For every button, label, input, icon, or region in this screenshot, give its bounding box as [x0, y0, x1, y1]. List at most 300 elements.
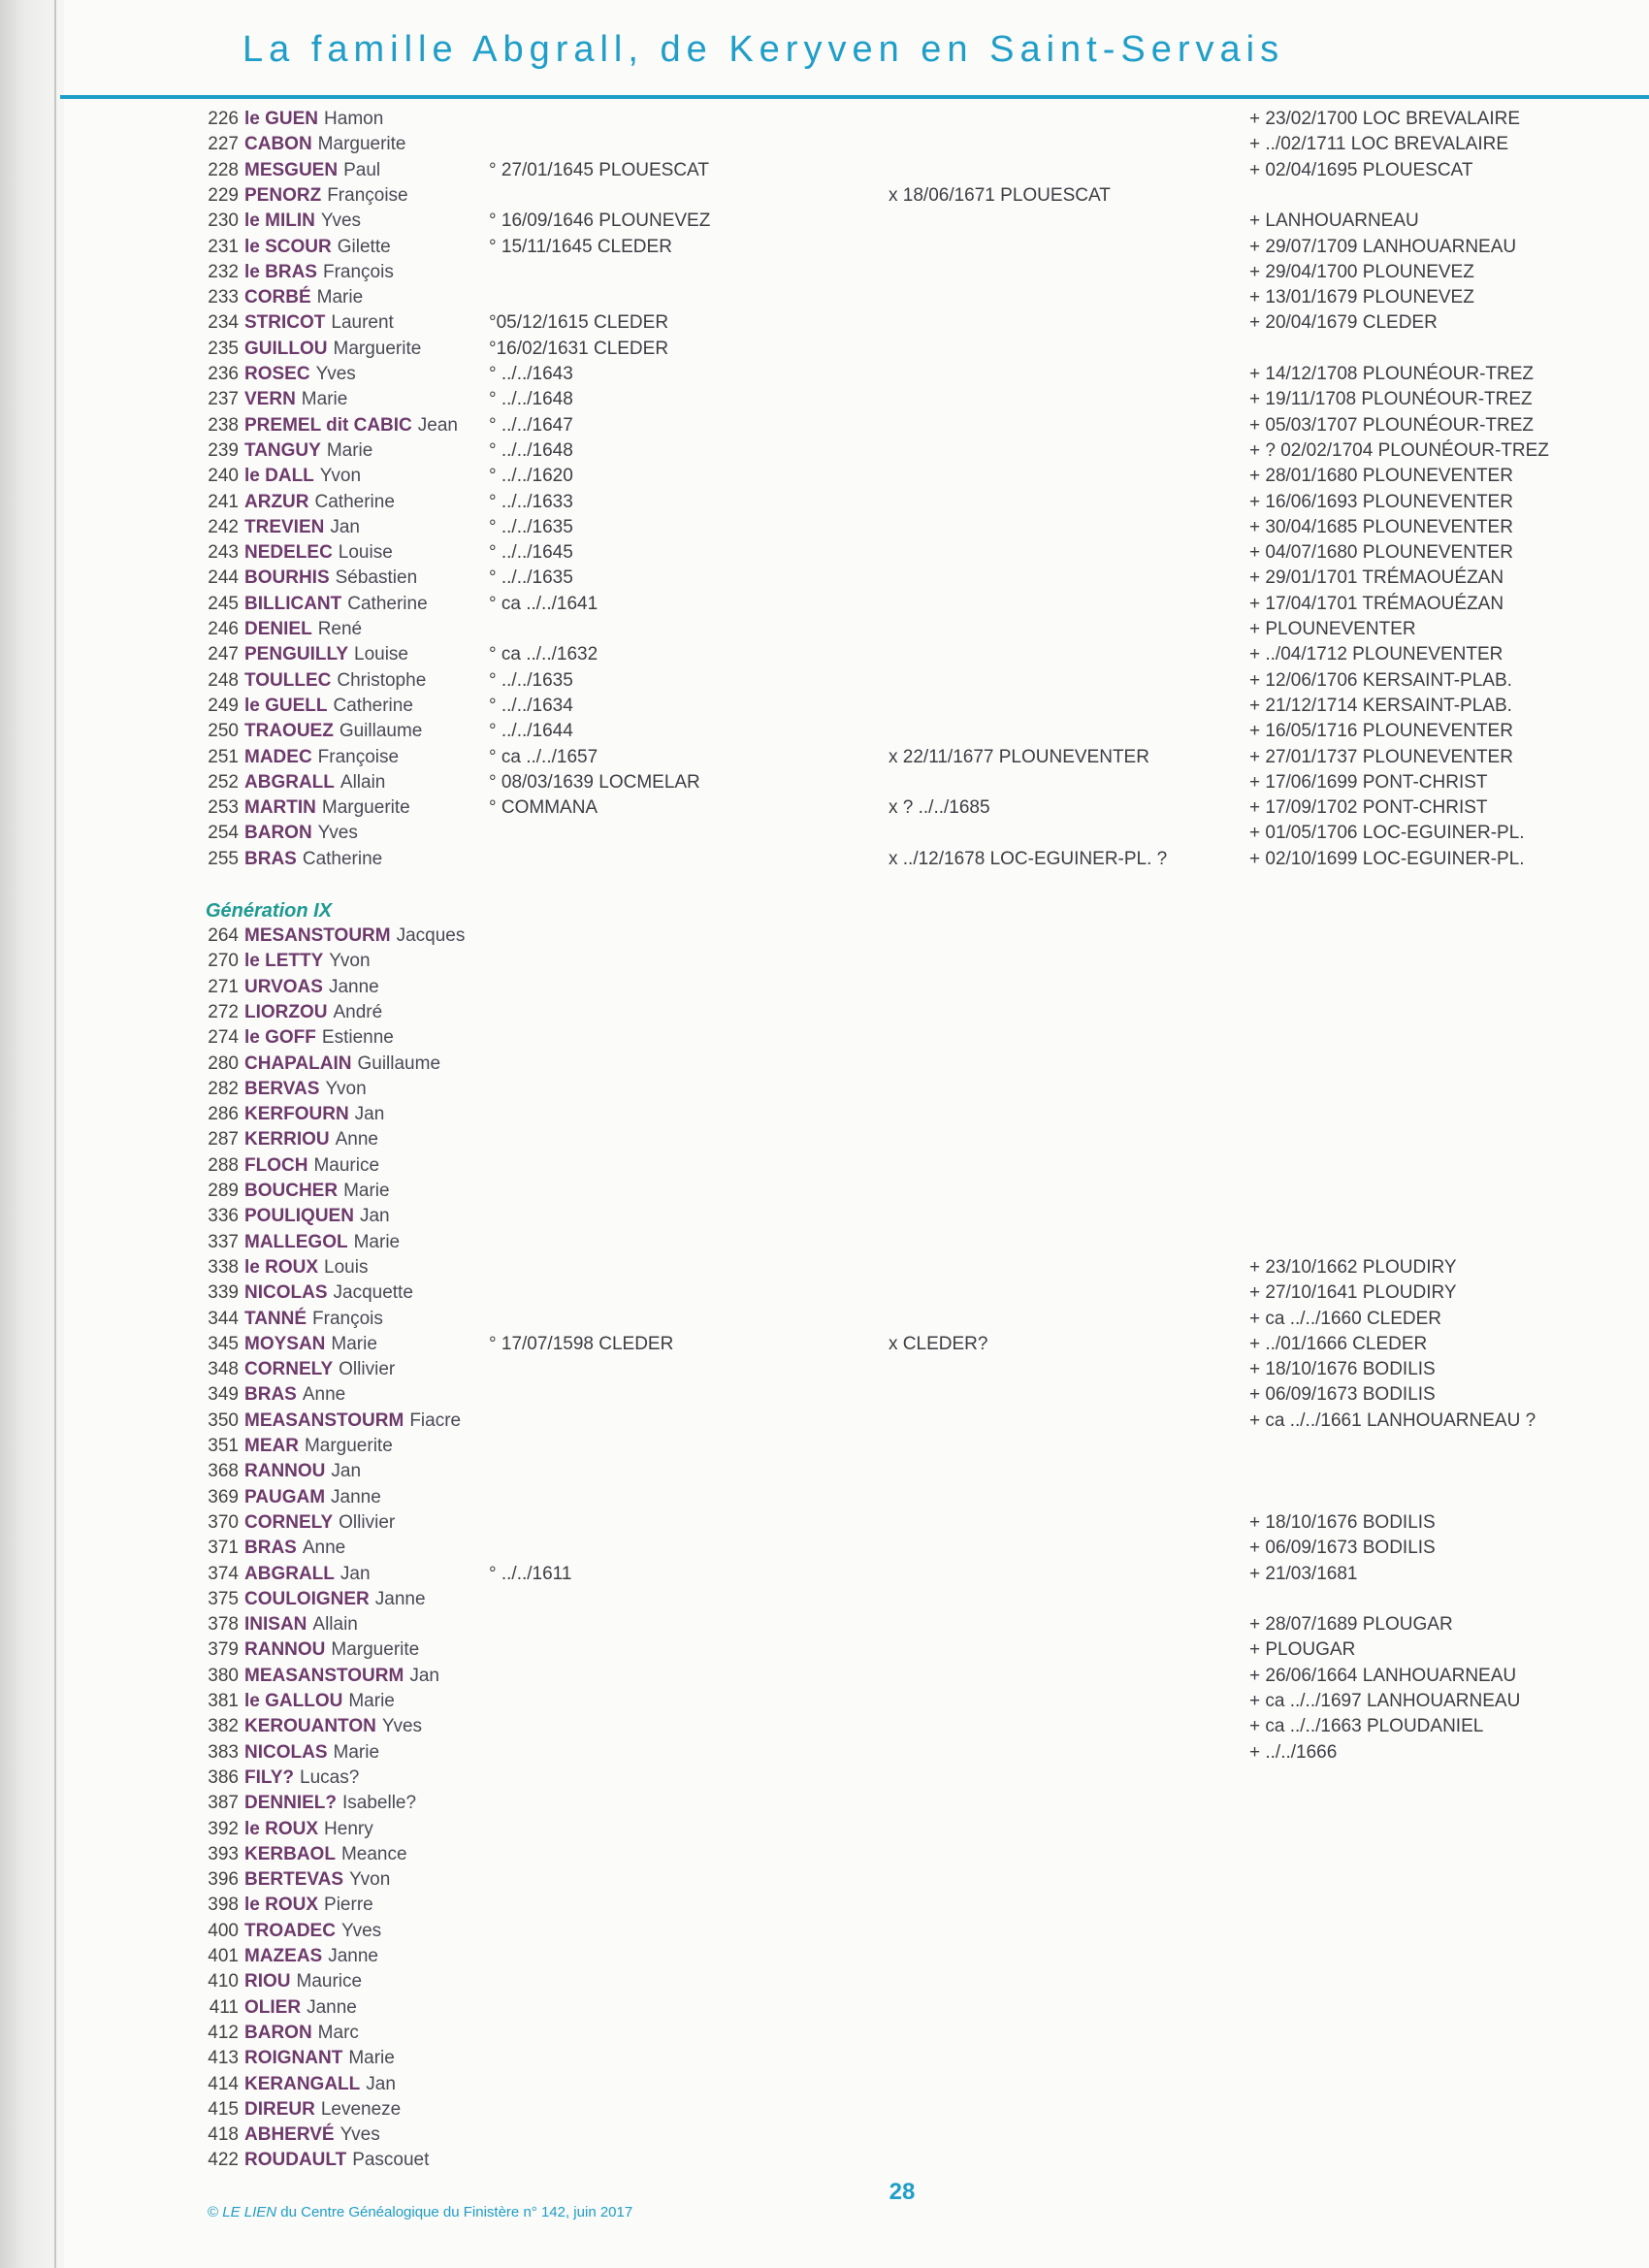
entry-surname: FILY?	[244, 1766, 295, 1788]
entry-name	[244, 132, 406, 157]
entry-death: + 17/04/1701 TRÉMAOUÉZAN	[1249, 593, 1504, 614]
entry-number: 287	[208, 1129, 239, 1150]
entry-surname: TANNÉ	[244, 1308, 307, 1329]
entry-given-name: Jan	[331, 1461, 362, 1482]
entry-given-name: Anne	[302, 1384, 346, 1406]
entry-birth: °16/02/1631 CLEDER	[489, 338, 669, 359]
entry-row	[0, 2148, 1649, 2173]
page-number: 28	[889, 2179, 916, 2205]
entry-surname: CORNELY	[244, 1359, 334, 1380]
entry-name	[244, 1791, 416, 1816]
entry-name	[244, 285, 363, 310]
entry-number: 286	[208, 1104, 239, 1125]
entry-given-name: Yves	[381, 1716, 423, 1737]
entry-death: + ca ../../1697 LANHOUARNEAU	[1249, 1691, 1521, 1711]
entry-row	[0, 2122, 1649, 2148]
entry-surname: CORBÉ	[244, 287, 311, 308]
entry-name	[244, 2122, 380, 2148]
entry-given-name: Marie	[301, 389, 348, 410]
entry-surname: le GUEN	[244, 109, 319, 129]
entry-surname: le SCOUR	[244, 236, 332, 257]
entry-row	[0, 1817, 1649, 1842]
entry-surname: le GALLOU	[244, 1691, 343, 1711]
entry-number: 349	[208, 1384, 239, 1406]
entry-row	[0, 642, 1649, 667]
entry-surname: OLIER	[244, 1996, 302, 2018]
entry-name	[244, 1969, 362, 1994]
entry-row	[0, 1307, 1649, 1332]
entry-row	[0, 1944, 1649, 1969]
entry-given-name: Yvon	[329, 951, 371, 972]
entry-surname: MADEC	[244, 746, 312, 767]
entry-death: + ../04/1712 PLOUNEVENTER	[1249, 644, 1504, 665]
entry-number: 234	[208, 312, 239, 334]
entry-row	[0, 1536, 1649, 1561]
entry-row	[0, 770, 1649, 795]
entry-surname: CHAPALAIN	[244, 1053, 352, 1074]
entry-surname: MESGUEN	[244, 159, 339, 180]
entry-row	[0, 1357, 1649, 1382]
entry-name	[244, 2046, 395, 2071]
entry-name	[244, 1179, 390, 1204]
entry-name	[244, 1409, 461, 1434]
entry-row	[0, 1485, 1649, 1510]
entry-given-name: Janne	[328, 1946, 379, 1966]
entry-name	[244, 1919, 381, 1944]
entry-given-name: Janne	[331, 1486, 381, 1507]
entry-surname: DENNIEL?	[244, 1793, 337, 1814]
entry-name	[244, 1102, 384, 1127]
entry-name	[244, 770, 385, 795]
entry-number: 271	[208, 976, 239, 997]
entry-given-name: René	[317, 619, 363, 639]
entry-surname: le BRAS	[244, 261, 317, 282]
entry-surname: CORNELY	[244, 1511, 334, 1533]
entry-given-name: François	[312, 1308, 383, 1329]
entry-death: + PLOUGAR	[1249, 1639, 1356, 1661]
entry-surname: COULOIGNER	[244, 1588, 370, 1609]
entry-number: 243	[208, 542, 239, 564]
entry-death: + 23/02/1700 LOC BREVALAIRE	[1249, 109, 1521, 129]
entry-row	[0, 1000, 1649, 1025]
entry-surname: DENIEL	[244, 619, 312, 639]
entry-death: + 20/04/1679 CLEDER	[1249, 312, 1438, 334]
entry-given-name: Catherine	[314, 491, 395, 512]
entry-name	[244, 1204, 390, 1229]
entry-surname: MEASANSTOURM	[244, 1409, 404, 1431]
entry-row	[0, 694, 1649, 719]
entry-given-name: Sébastien	[335, 567, 418, 589]
entry-row	[0, 107, 1649, 132]
entry-death: + PLOUNEVENTER	[1249, 619, 1416, 639]
entry-given-name: Lucas?	[300, 1766, 360, 1788]
entry-surname: TOULLEC	[244, 669, 332, 691]
entry-given-name: François	[322, 261, 394, 282]
entry-row	[0, 1510, 1649, 1536]
entry-death: + 04/07/1680 PLOUNEVENTER	[1249, 542, 1513, 564]
entry-birth: ° ../../1633	[489, 491, 573, 512]
entry-name	[244, 1000, 382, 1025]
entry-number: 232	[208, 261, 239, 282]
entry-name	[244, 158, 380, 183]
entry-number: 254	[208, 823, 239, 844]
entry-given-name: Meance	[340, 1843, 407, 1864]
entry-number: 386	[208, 1766, 239, 1788]
entry-given-name: Marguerite	[317, 134, 406, 155]
entry-row	[0, 923, 1649, 949]
entry-row	[0, 1382, 1649, 1408]
entry-name	[244, 438, 372, 464]
entry-death: + 16/05/1716 PLOUNEVENTER	[1249, 721, 1513, 742]
entry-death: + 02/04/1695 PLOUESCAT	[1249, 159, 1473, 180]
entry-given-name: Catherine	[333, 695, 413, 716]
entry-row	[0, 1280, 1649, 1306]
entry-surname: NICOLAS	[244, 1282, 328, 1304]
entry-number: 240	[208, 466, 239, 487]
entry-given-name: Marie	[316, 287, 364, 308]
entry-marriage: x CLEDER?	[889, 1333, 988, 1354]
entry-given-name: Marc	[317, 2022, 359, 2043]
entry-name	[244, 1944, 378, 1969]
entry-row	[0, 1766, 1649, 1791]
entry-name	[244, 1357, 395, 1382]
entry-death: + 28/07/1689 PLOUGAR	[1249, 1614, 1453, 1636]
entry-number: 374	[208, 1563, 239, 1584]
entry-given-name: Anne	[302, 1538, 346, 1559]
entry-given-name: Jan	[340, 1563, 371, 1584]
entry-number: 270	[208, 951, 239, 972]
entry-death: + 06/09/1673 BODILIS	[1249, 1538, 1436, 1559]
entry-surname: POULIQUEN	[244, 1206, 354, 1227]
entry-given-name: Paul	[343, 159, 381, 180]
entry-name	[244, 1867, 390, 1893]
entry-birth: ° ../../1620	[489, 466, 573, 487]
entry-surname: RANNOU	[244, 1639, 326, 1661]
entry-number: 344	[208, 1308, 239, 1329]
entry-given-name: Jan	[366, 2073, 396, 2094]
page-title: La famille Abgrall, de Keryven en Saint-Servais	[242, 29, 1285, 70]
entry-number: 288	[208, 1154, 239, 1176]
entry-number: 369	[208, 1486, 239, 1507]
entry-surname: FLOCH	[244, 1154, 308, 1176]
entry-row	[0, 592, 1649, 617]
entry-surname: le ROUX	[244, 1256, 319, 1278]
entry-name	[244, 719, 422, 744]
entry-name	[244, 540, 393, 566]
entry-surname: ROSEC	[244, 364, 310, 384]
entry-number: 387	[208, 1793, 239, 1814]
entry-given-name: Marie	[343, 1181, 390, 1201]
entry-birth: ° ../../1635	[489, 516, 573, 537]
entry-name	[244, 1664, 439, 1689]
entry-death: + 29/01/1701 TRÉMAOUÉZAN	[1249, 567, 1504, 589]
entry-surname: DIREUR	[244, 2098, 315, 2120]
entry-surname: URVOAS	[244, 976, 323, 997]
entry-row	[0, 1995, 1649, 2021]
entry-number: 410	[208, 1971, 239, 1993]
entry-row	[0, 1102, 1649, 1127]
entry-name	[244, 413, 458, 438]
entry-surname: le DALL	[244, 466, 314, 487]
entry-row	[0, 1740, 1649, 1766]
entry-number: 418	[208, 2124, 239, 2146]
entry-surname: BERVAS	[244, 1078, 320, 1099]
entry-row	[0, 1867, 1649, 1893]
journal-name: LE LIEN	[222, 2204, 277, 2220]
entry-given-name: Yves	[315, 364, 356, 384]
entry-number: 255	[208, 848, 239, 869]
entry-row	[0, 1153, 1649, 1179]
entry-surname: BRAS	[244, 1384, 297, 1406]
entry-name	[244, 975, 379, 1000]
entry-name	[244, 923, 465, 949]
entry-name	[244, 1255, 368, 1280]
entry-number: 252	[208, 771, 239, 793]
entry-number: 247	[208, 644, 239, 665]
entry-name	[244, 235, 391, 260]
entry-row	[0, 2097, 1649, 2122]
entry-number: 228	[208, 159, 239, 180]
entry-birth: ° 16/09/1646 PLOUNEVEZ	[489, 211, 711, 232]
entry-name	[244, 387, 347, 412]
entry-surname: BERTEVAS	[244, 1869, 344, 1891]
entry-row	[0, 1893, 1649, 1918]
entry-name	[244, 1740, 379, 1766]
entry-number: 379	[208, 1639, 239, 1661]
entry-given-name: Yves	[317, 823, 358, 844]
entry-birth: ° ca ../../1657	[489, 746, 598, 767]
entry-number: 251	[208, 746, 239, 767]
entry-birth: ° ../../1611	[489, 1563, 572, 1584]
entry-given-name: Marguerite	[333, 338, 422, 359]
entry-name	[244, 464, 361, 489]
entry-name	[244, 1817, 373, 1842]
entry-number: 415	[208, 2098, 239, 2120]
entry-death: + 23/10/1662 PLOUDIRY	[1249, 1256, 1457, 1278]
entry-number: 229	[208, 184, 239, 206]
entry-given-name: Marie	[348, 1691, 395, 1711]
entry-row	[0, 847, 1649, 872]
entry-surname: ABHERVÉ	[244, 2124, 335, 2146]
entry-row	[0, 1434, 1649, 1459]
entry-given-name: Maurice	[296, 1971, 363, 1993]
entry-given-name: Guillaume	[357, 1053, 441, 1074]
entry-given-name: Isabelle?	[342, 1793, 417, 1814]
entry-birth: °05/12/1615 CLEDER	[489, 312, 669, 334]
entry-surname: BILLICANT	[244, 593, 342, 614]
entry-death: + ca ../../1661 LANHOUARNEAU ?	[1249, 1409, 1536, 1431]
entry-birth: ° ca ../../1632	[489, 644, 598, 665]
entry-given-name: Anne	[335, 1129, 378, 1150]
entry-number: 414	[208, 2073, 239, 2094]
entry-number: 289	[208, 1181, 239, 1201]
entry-death: + 27/01/1737 PLOUNEVENTER	[1249, 746, 1513, 767]
entry-given-name: Yves	[340, 1920, 382, 1941]
entry-row	[0, 1409, 1649, 1434]
entry-name	[244, 1230, 400, 1255]
entry-given-name: Jean	[417, 414, 458, 436]
entry-name	[244, 2097, 401, 2122]
entry-given-name: Jan	[359, 1206, 390, 1227]
entry-surname: KERRIOU	[244, 1129, 330, 1150]
entry-row	[0, 1969, 1649, 1994]
entry-surname: KEROUANTON	[244, 1716, 376, 1737]
entry-row	[0, 1664, 1649, 1689]
entry-death: + 19/11/1708 PLOUNÉOUR-TREZ	[1249, 389, 1533, 410]
entry-given-name: Yvon	[319, 466, 362, 487]
entry-number: 336	[208, 1206, 239, 1227]
entry-row	[0, 1562, 1649, 1587]
entry-birth: ° ../../1648	[489, 389, 573, 410]
entry-name	[244, 2072, 396, 2097]
entry-surname: PENORZ	[244, 184, 322, 206]
entry-number: 345	[208, 1333, 239, 1354]
entry-given-name: Ollivier	[339, 1511, 396, 1533]
entry-given-name: Allain	[312, 1614, 358, 1636]
entry-number: 227	[208, 134, 239, 155]
entry-row	[0, 1714, 1649, 1739]
entry-number: 378	[208, 1614, 239, 1636]
entry-surname: MEASANSTOURM	[244, 1665, 404, 1686]
entry-death: + ? 02/02/1704 PLOUNÉOUR-TREZ	[1249, 439, 1549, 461]
entry-name	[244, 1714, 422, 1739]
entry-birth: ° 27/01/1645 PLOUESCAT	[489, 159, 709, 180]
entry-given-name: Marie	[348, 2048, 395, 2069]
entry-given-name: Hamon	[324, 109, 384, 129]
entry-row	[0, 668, 1649, 694]
entry-name	[244, 490, 395, 515]
entry-surname: MARTIN	[244, 797, 316, 819]
entry-given-name: Maurice	[313, 1154, 380, 1176]
entry-given-name: Marguerite	[304, 1436, 393, 1456]
entry-row	[0, 1612, 1649, 1637]
entry-birth: ° 15/11/1645 CLEDER	[489, 236, 672, 257]
entry-surname: PREMEL dit CABIC	[244, 414, 412, 436]
entry-given-name: Pierre	[324, 1895, 373, 1916]
entry-surname: BOUCHER	[244, 1181, 339, 1201]
entry-number: 238	[208, 414, 239, 436]
entry-name	[244, 1587, 426, 1612]
entry-given-name: Louis	[324, 1256, 369, 1278]
entry-row	[0, 1919, 1649, 1944]
entry-row	[0, 566, 1649, 591]
entry-row	[0, 235, 1649, 260]
entry-number: 249	[208, 695, 239, 716]
entry-given-name: Yvon	[325, 1078, 367, 1099]
entry-given-name: Marguerite	[321, 797, 410, 819]
entry-surname: CABON	[244, 134, 312, 155]
entry-number: 250	[208, 721, 239, 742]
entry-name	[244, 1995, 357, 2021]
entry-death: + 21/03/1681	[1249, 1563, 1358, 1584]
entry-number: 253	[208, 797, 239, 819]
entry-birth: ° ../../1648	[489, 439, 573, 461]
entry-surname: TRAOUEZ	[244, 721, 334, 742]
entry-row	[0, 1459, 1649, 1484]
entry-death: + 30/04/1685 PLOUNEVENTER	[1249, 516, 1513, 537]
entry-death: + 13/01/1679 PLOUNEVEZ	[1249, 287, 1474, 308]
entry-given-name: Ollivier	[339, 1359, 396, 1380]
entry-row	[0, 387, 1649, 412]
entry-number: 235	[208, 338, 239, 359]
entry-row	[0, 1842, 1649, 1867]
entry-row	[0, 1179, 1649, 1204]
entry-marriage: x ? ../../1685	[889, 797, 990, 819]
entry-row	[0, 2046, 1649, 2071]
entry-surname: VERN	[244, 389, 296, 410]
entry-death: + 12/06/1706 KERSAINT-PLAB.	[1249, 669, 1512, 691]
entry-birth: ° ca ../../1641	[489, 593, 598, 614]
entry-number: 274	[208, 1027, 239, 1049]
entry-number: 392	[208, 1818, 239, 1839]
entry-name	[244, 821, 358, 846]
entry-given-name: Françoise	[327, 184, 408, 206]
entry-surname: ROUDAULT	[244, 2150, 347, 2171]
entry-given-name: Marie	[353, 1231, 401, 1252]
entry-number: 396	[208, 1869, 239, 1891]
entry-name	[244, 1077, 367, 1102]
entry-surname: KERANGALL	[244, 2073, 361, 2094]
entry-row	[0, 285, 1649, 310]
entry-name	[244, 1842, 407, 1867]
entry-name	[244, 617, 362, 642]
entry-name	[244, 1052, 440, 1077]
entry-given-name: Yves	[320, 211, 362, 232]
entry-given-name: Marie	[333, 1741, 380, 1763]
entry-row	[0, 975, 1649, 1000]
entry-surname: PAUGAM	[244, 1486, 326, 1507]
entry-number: 393	[208, 1843, 239, 1864]
entry-number: 383	[208, 1741, 239, 1763]
entry-name	[244, 2021, 359, 2046]
entry-name	[244, 795, 410, 821]
entry-name	[244, 1307, 383, 1332]
entry-number: 242	[208, 516, 239, 537]
entry-given-name: Yvon	[349, 1869, 391, 1891]
entry-given-name: Fiacre	[409, 1409, 462, 1431]
entry-death: + 26/06/1664 LANHOUARNEAU	[1249, 1665, 1517, 1686]
entry-given-name: Marguerite	[331, 1639, 420, 1661]
entry-birth: ° ../../1635	[489, 567, 573, 589]
entry-surname: STRICOT	[244, 312, 326, 334]
entry-surname: ROIGNANT	[244, 2048, 343, 2069]
entry-given-name: Jan	[409, 1665, 439, 1686]
entry-death: + 29/07/1709 LANHOUARNEAU	[1249, 236, 1517, 257]
entry-row	[0, 795, 1649, 821]
entry-row	[0, 464, 1649, 489]
entry-number: 348	[208, 1359, 239, 1380]
entry-row	[0, 132, 1649, 157]
entry-row	[0, 337, 1649, 362]
entry-name	[244, 183, 408, 209]
entry-death: + 18/10/1676 BODILIS	[1249, 1359, 1436, 1380]
entry-number: 382	[208, 1716, 239, 1737]
entry-given-name: Janne	[328, 976, 379, 997]
entry-death: + 29/04/1700 PLOUNEVEZ	[1249, 261, 1474, 282]
entry-surname: KERBAOL	[244, 1843, 336, 1864]
entry-birth: ° ../../1645	[489, 542, 573, 564]
entry-row	[0, 1204, 1649, 1229]
entry-row	[0, 1689, 1649, 1714]
entry-death: + 21/12/1714 KERSAINT-PLAB.	[1249, 695, 1512, 716]
entry-row	[0, 413, 1649, 438]
copyright-symbol: ©	[208, 2204, 219, 2220]
entry-number: 350	[208, 1409, 239, 1431]
entry-name	[244, 1562, 371, 1587]
entry-given-name: Jan	[354, 1104, 385, 1125]
journal-credit: du Centre Généalogique du Finistère n° 142, juin 2017	[280, 2204, 633, 2220]
entry-given-name: Guillaume	[339, 721, 423, 742]
